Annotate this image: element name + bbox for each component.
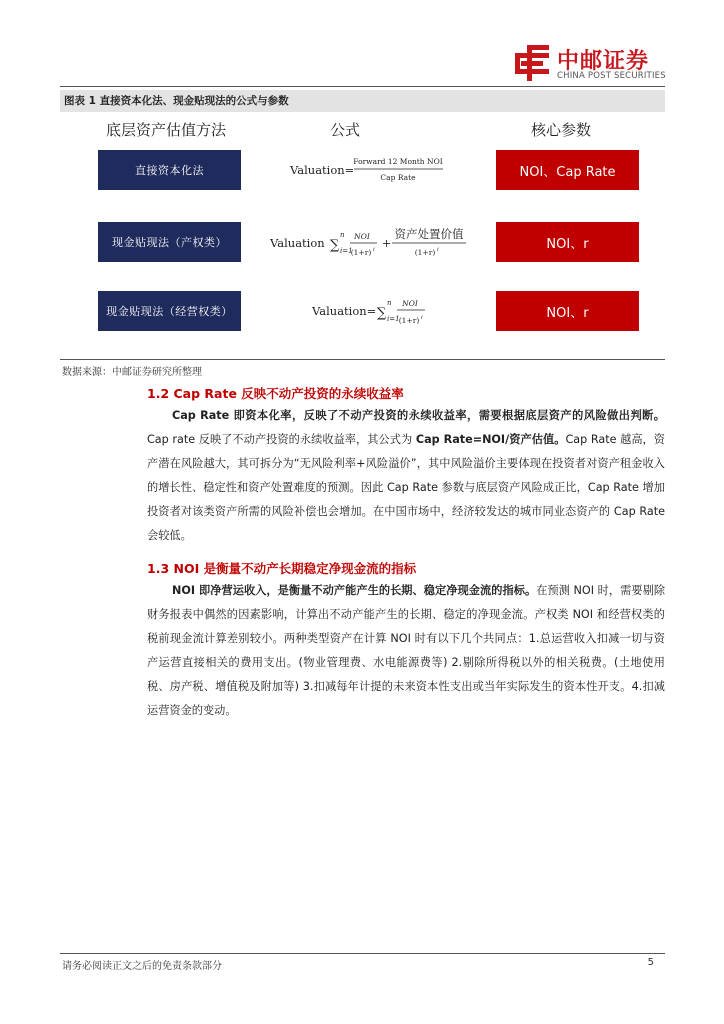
sum-upper-limit: n [340, 231, 345, 239]
formula-exponent-1: i [373, 247, 375, 253]
sum-lower-limit: i=1 [340, 247, 353, 255]
formula-denominator-2: (1+r) [414, 248, 436, 257]
formula-plus: + [382, 237, 392, 250]
company-logo [513, 44, 673, 84]
figure-caption: 图表 1 直接资本化法、现金贴现法的公式与参数 [60, 90, 665, 112]
section-1-2-text-1: Cap rate 反映了不动产投资的永续收益率，其公式为 [147, 433, 413, 446]
section-1-2-lead: Cap Rate 即资本化率，反映了不动产投资的永续收益率，需要根据底层资产的风险做出判断。 [172, 409, 665, 422]
formula-denominator-1: (1+r) [350, 248, 372, 257]
formula-dcf-property-rights [270, 223, 475, 261]
method-dcf-operating-rights: 现金贴现法（经营权类） [98, 291, 241, 331]
formula-denominator: Cap Rate [380, 173, 416, 182]
header-divider [60, 86, 665, 87]
params-direct-capitalization: NOI、Cap Rate [496, 150, 639, 190]
column-header-method: 底层资产估值方法 [106, 121, 227, 139]
method-dcf-property-rights: 现金贴现法（产权类） [98, 222, 241, 262]
column-header-params: 核心参数 [531, 121, 592, 139]
formula-numerator: Forward 12 Month NOI [353, 157, 443, 166]
formula-direct-capitalization [290, 153, 450, 185]
formula-exponent: i [421, 315, 423, 321]
section-1-2-text-2: Cap Rate 越高，资产潜在风险越大，其可拆分为“无风险利率+风险溢价”，其中风险溢价主要体现在投资者对资产租金收入的增长性、稳定性和资产处置难度的预测。因此 Cap Rate 参数与底层资产风险成正比，Cap Rate 增加投资者对该类资产所需的风险补偿也会增加。在中国市场中，经济较发达的城市同业态资产的 Cap Rate 会较低。 [147, 433, 665, 542]
formula-lhs: Valuation= [312, 304, 377, 318]
sum-upper-limit: n [387, 299, 392, 307]
footer-divider [60, 953, 665, 954]
formula-numerator-2: 资产处置价值 [394, 227, 464, 241]
section-1-2-paragraph [147, 404, 665, 548]
section-1-2-formula: Cap Rate=NOI/资产估值。 [415, 433, 566, 446]
formula-numerator-1: NOI [354, 232, 370, 241]
china-post-logo-icon [513, 44, 551, 82]
sum-lower-limit: i=1 [387, 315, 400, 323]
sum-symbol: ∑ [377, 306, 387, 321]
section-1-3-text-1: 在预测 NOI 时，需要剔除财务报表中偶然的因素影响，计算出不动产能产生的长期、稳定的净现金流。产权类 NOI 和经营权类的税前现金流计算差别较小。两种类型资产在计算 NOI 时有以下几个共同点：1.总运营收入扣减一切与资产运营直接相关的费用支出。(物业管理费、水电能源费等) 2.剔除所得税以外的相关税费。(土地使用税、房产税、增值税及附加等) 3.扣减每年计提的未来资本性支出或当年实际发生的资本性开支。4.扣减运营资金的变动。 [147, 584, 666, 717]
page-number: 5 [647, 957, 654, 968]
footer-disclaimer: 请务必阅读正文之后的免责条款部分 [62, 961, 222, 972]
data-source-note: 数据来源：中邮证券研究所整理 [62, 367, 202, 378]
logo-english-name: CHINA POST SECURITIES [557, 71, 666, 81]
params-dcf-operating-rights: NOI、r [496, 291, 639, 331]
logo-chinese-name: 中邮证券 [557, 49, 650, 74]
column-header-formula: 公式 [330, 121, 361, 139]
method-direct-capitalization: 直接资本化法 [98, 150, 241, 190]
section-1-2-title: 1.2 Cap Rate 反映不动产投资的永续收益率 [147, 386, 404, 401]
section-1-3-title: 1.3 NOI 是衡量不动产长期稳定净现金流的指标 [147, 561, 417, 576]
params-dcf-property-rights: NOI、r [496, 222, 639, 262]
formula-lhs: Valuation [270, 236, 325, 250]
table-bottom-divider [60, 359, 665, 360]
formula-numerator: NOI [402, 299, 418, 308]
formula-exponent-2: i [437, 247, 439, 253]
formula-lhs: Valuation= [290, 163, 355, 177]
sum-symbol: ∑ [330, 238, 340, 253]
section-1-3-lead: NOI 即净营运收入，是衡量不动产能产生的长期、稳定净现金流的指标。 [172, 584, 537, 597]
section-1-3-paragraph [147, 579, 665, 723]
formula-denominator: (1+r) [398, 316, 420, 325]
formula-dcf-operating-rights [312, 293, 432, 331]
